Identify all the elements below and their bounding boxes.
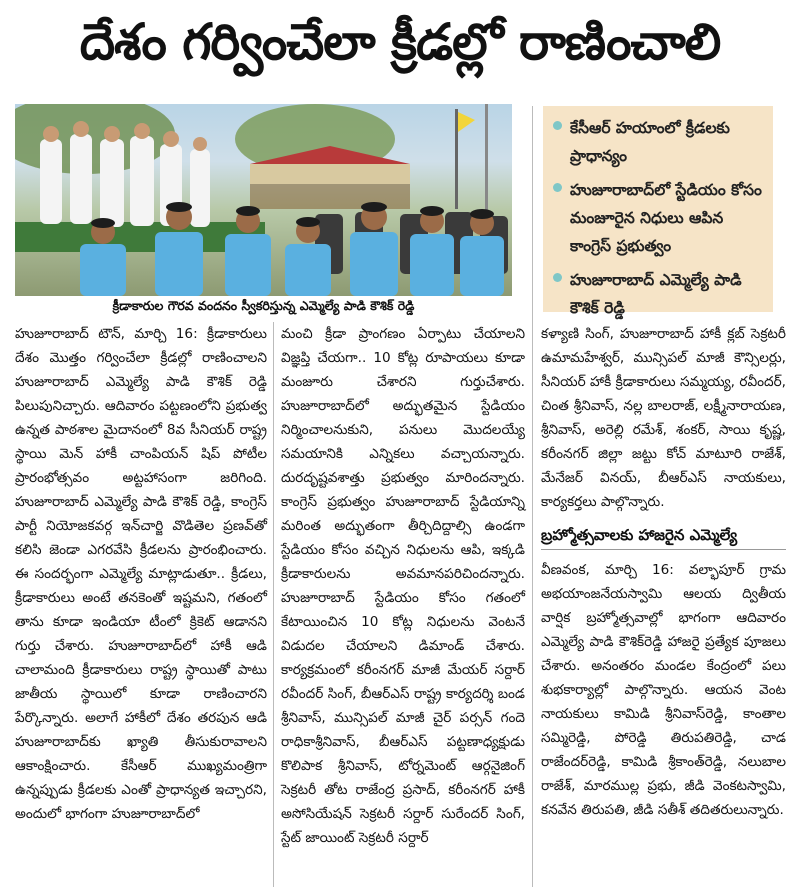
article-column-3 — [541, 322, 786, 822]
news-photo — [15, 104, 512, 296]
article-paragraph: హుజూరాబాద్ టౌన్, మార్చి 16: క్రీడాకారులు దేశం మొత్తం గర్వించేలా క్రీడల్లో రాణించాలని హుజూరాబాద్ ఎమ్మెల్యే పాడి కౌశిక్ రెడ్డి పిలుపునిచ్చారు. ఆదివారం పట్టణంలోని ప్రభుత్వ ఉన్నత పాఠశాల మైదానంలో 8వ సీనియర్ రాష్ట్ర స్థాయి మెన్ హాకీ చాంపియన్ షిప్ పోటీల ప్రారంభోత్సవం అట్టహాసంగా జరిగింది. హుజూరాబాద్ ఎమ్మెల్యే పాడి కౌశిక్ రెడ్డి, కాంగ్రెస్ పార్టీ నియోజకవర్గ ఇన్‌చార్జి వొడితెల ప్రణవ్‌తో కలిసి జెండా ఎగరవేసి క్రీడలను ప్రారంభించారు. ఈ సందర్భంగా ఎమ్మెల్యే మాట్లాడుతూ.. క్రీడలు, క్రీడాకారులు అంటే తనకెంతో ఇష్టమని, గతంలో తాను కూడా ఇండియా టీంలో క్రికెట్ ఆడానని గుర్తు చేశారు. హుజూరాబాద్‌లో హాకీ ఆడి చాలామంది క్రీడాకారులు రాష్ట్ర స్థాయితో పాటు జాతీయ స్థాయిలో కూడా రాణించారని పేర్కొన్నారు. అలాగే హాకీలో దేశం తరపున ఆడి హుజూరాబాద్‌కు ఖ్యాతి తీసుకురావాలని ఆకాంక్షించారు. కేసీఆర్ ముఖ్యమంత్రిగా ఉన్నప్పుడు క్రీడలకు ఎంతో ప్రాధాన్యత ఇచ్చారని, అందులో భాగంగా హుజూరాబాద్‌లో — [15, 326, 267, 822]
bullet-icon — [553, 273, 562, 282]
highlights-box — [543, 106, 773, 317]
highlight-item — [553, 114, 763, 170]
highlight-item — [553, 266, 763, 322]
bullet-icon — [553, 183, 562, 192]
highlight-item — [553, 176, 763, 260]
highlight-text: కేసీఆర్ హయాంలో క్రీడలకు ప్రాధాన్యం — [570, 119, 730, 165]
column-divider — [273, 322, 274, 887]
photo-illustration — [15, 104, 512, 296]
sidebar-story-body: వీణవంక, మార్చి 16: వల్భాపూర్ గ్రామ అభయాంజనేయస్వామి ఆలయ ద్వితీయ వార్షిక బ్రహ్మోత్సవాల్లో భాగంగా ఆదివారం ఎమ్మెల్యే పాడి కౌశిక్‌రెడ్డి హాజరై ప్రత్యేక పూజలు చేశారు. అనంతరం మండల కేంద్రంలో పలు శుభకార్యాల్లో పాల్గొన్నారు. ఆయన వెంట నాయకులు కామిడి శ్రీనివాస్‌రెడ్డి, కాంతాల సమ్మిరెడ్డి, పోరెడ్డి తిరుపతిరెడ్డి, చాడ రాజేందర్‌రెడ్డి, కామిడి శ్రీకాంత్‌రెడ్డి, నలుబాల రాజేశ్, మారముల్ల ప్రభు, జీడి వెంకటస్వామి, కనవేన తిరుపతి, జీడి సతీశ్ తదితరులున్నారు. — [541, 562, 786, 818]
bullet-icon — [553, 121, 562, 130]
photo-caption: క్రీడాకారుల గౌరవ వందనం స్వీకరిస్తున్న ఎమ్మెల్యే పాడి కౌశిక్ రెడ్డి — [112, 298, 415, 313]
article-column-1 — [15, 322, 267, 826]
highlight-text: హుజూరాబాద్‌లో స్టేడియం కోసం మంజూరైన నిధులు ఆపిన కాంగ్రెస్ ప్రభుత్వం — [570, 181, 762, 255]
sidebar-story-heading: బ్రహ్మోత్సవాలకు హాజరైన ఎమ్మెల్యే — [541, 522, 786, 550]
highlight-text: హుజూరాబాద్ ఎమ్మెల్యే పాడి కౌశిక్ రెడ్డి — [570, 271, 742, 317]
article-paragraph: కళ్యాణి సింగ్, హుజూరాబాద్ హాకీ క్లబ్ సెక్రటరీ ఉమామహేశ్వర్, మున్సిపల్ మాజీ కౌన్సిలర్లు, సీనియర్ హాకీ క్రీడాకారులు సమ్మయ్య, రవీందర్, చింత శ్రీనివాస్, నల్ల బాలరాజ్, లక్ష్మీనారాయణ, శ్రీనివాస్, అరెల్లి రమేశ్, శంకర్, సాయి కృష్ణ, కరీంనగర్ జిల్లా జట్టు కోచ్ మాటూరి రాజేశ్, మేనేజర్ వినయ్, బీఆర్ఎస్ నాయకులు, కార్యకర్తలు పాల్గొన్నారు. — [541, 326, 786, 510]
column-divider — [532, 106, 533, 887]
headline: దేశం గర్వించేలా క్రీడల్లో రాణించాలి — [79, 12, 721, 71]
article-paragraph: మంచి క్రీడా ప్రాంగణం ఏర్పాటు చేయాలని విజ్ఞప్తి చేయగా.. 10 కోట్ల రూపాయలు కూడా మంజూరు చేశారని గుర్తుచేశారు. హుజూరాబాద్‌లో అద్భుతమైన స్టేడియం నిర్మించాలనుకుని, పనులు మొదలయ్యే సమయానికి ఎన్నికలు వచ్చాయన్నారు. దురదృష్టవశాత్తు ప్రభుత్వం మారిందన్నారు. కాంగ్రెస్ ప్రభుత్వం హుజూరాబాద్ స్టేడియాన్ని మరింత అద్భుతంగా తీర్చిదిద్దాల్సి ఉండగా స్టేడియం కోసం వచ్చిన నిధులను ఆపి, ఇక్కడి క్రీడాకారులను అవమానపరిచిందన్నారు. హుజూరాబాద్ స్టేడియం కోసం గతంలో కేటాయించిన 10 కోట్ల నిధులను వెంటనే విడుదల చేయాలని డిమాండ్ చేశారు. కార్యక్రమంలో కరీంనగర్ మాజీ మేయర్ సర్దార్ రవీందర్ సింగ్, బీఆర్ఎస్ రాష్ట్ర కార్యదర్శి బండ శ్రీనివాస్, మున్సిపల్ మాజీ చైర్ పర్సన్ గందె రాధికాశ్రీనివాస్, బీఆర్ఎస్ పట్టణాధ్యక్షుడు కొలిపాక శ్రీనివాస్, టోర్నమెంట్ ఆర్గనైజింగ్ సెక్రటరీ తోట రాజేంద్ర ప్రసాద్, కరీంనగర్ హాకీ అసోసియేషన్ సెక్రటరీ సర్దార్ సురేందర్ సింగ్, స్టేట్ జాయింట్ సెక్రటరీ సర్దార్ — [281, 326, 525, 846]
article-column-2 — [281, 322, 525, 850]
